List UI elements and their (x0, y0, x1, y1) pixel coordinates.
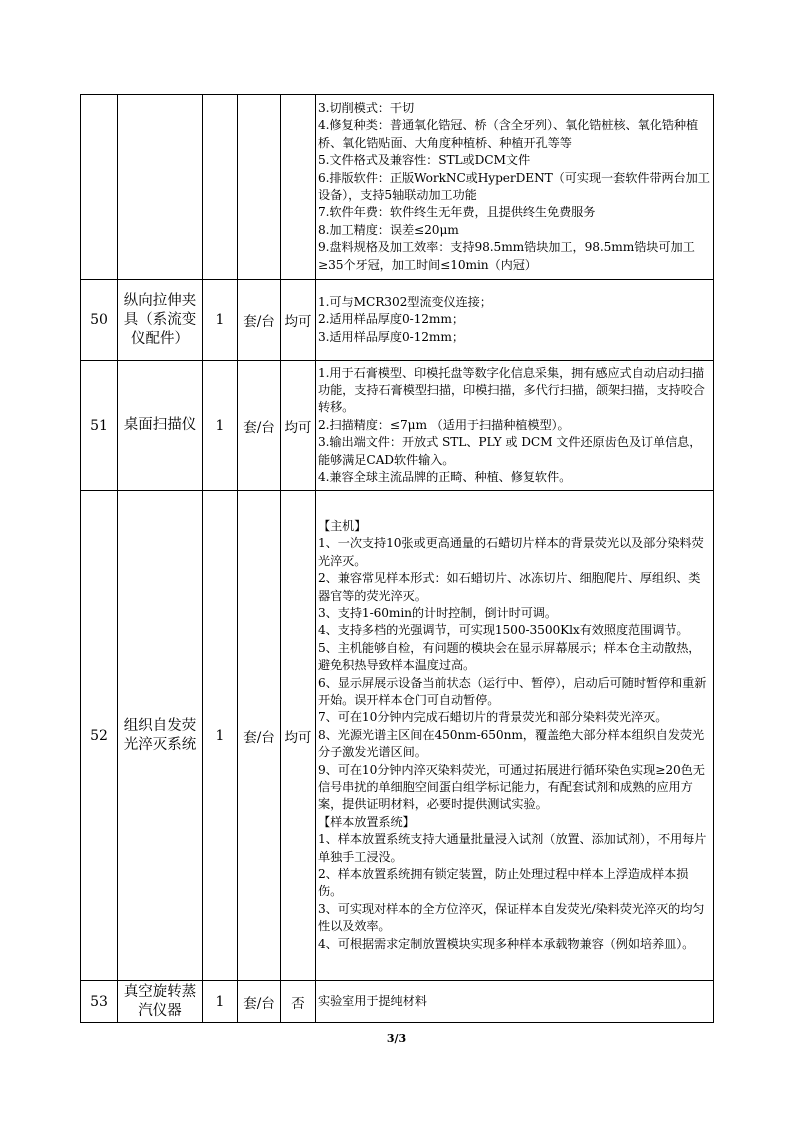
item-number: 52 (81, 491, 118, 981)
item-import-allowed: 均可 (281, 361, 316, 491)
item-number: 51 (81, 361, 118, 491)
spec-line: 3.输出端文件：开放式 STL、PLY 或 DCM 文件还原齿色及订单信息，能够满足CAD软件输入。 (318, 435, 702, 467)
spec-line: 2、样本放置系统拥有锁定装置，防止处理过程中样本上浮造成样本损伤。 (318, 867, 689, 899)
spec-line: 2、兼容常见样本形式：如石蜡切片、冰冻切片、细胞爬片、厚组织、类器官等的荧光淬灭。 (318, 571, 701, 603)
spec-line: 8.加工精度：误差≤20μm (318, 222, 459, 237)
spec-line: 4、支持多档的光强调节，可实现1500-3500Klx有效照度范围调节。 (318, 623, 689, 638)
spec-line: 4.兼容全球主流品牌的正畸、种植、修复软件。 (318, 470, 572, 485)
item-quantity: 1 (203, 491, 238, 981)
spec-line: 1、样本放置系统支持大通量批量浸入试剂（放置、添加试剂），不用每片单独手工浸没。 (318, 832, 707, 864)
item-specification (316, 981, 714, 1023)
table-row-52 (81, 491, 714, 981)
spec-line: 3.切削模式：干切 (318, 100, 415, 115)
item-name: 纵向拉伸夹具（系流变仪配件） (118, 280, 203, 361)
item-import-allowed: 均可 (281, 280, 316, 361)
item-number (81, 95, 118, 280)
item-quantity: 1 (203, 361, 238, 491)
spec-table-container (80, 94, 714, 1023)
spec-line: 1.可与MCR302型流变仪连接； (318, 294, 492, 309)
table-row-continuation (81, 95, 714, 280)
spec-line: 4.修复种类：普通氧化锆冠、桥（含全牙列）、氧化锆桩核、氧化锆种植桥、氧化锆贴面、大角度种植桥、种植开孔等等 (318, 118, 699, 150)
spec-line: 3、支持1-60min的计时控制，倒计时可调。 (318, 605, 557, 620)
spec-line: 3.适用样品厚度0-12mm； (318, 329, 464, 344)
item-unit: 套/台 (238, 981, 281, 1023)
item-quantity: 1 (203, 280, 238, 361)
spec-line: 9、可在10分钟内淬灭染料荧光，可通过拓展进行循环染色实现≥20色无信号串扰的单细胞空间蛋白组学标记能力，有配套试剂和成熟的应用方案，提供证明材料，必要时提供测试实验。 (318, 762, 705, 812)
spec-line: 6、显示屏展示设备当前状态（运行中、暂停），启动后可随时暂停和重新开始。误开样本仓门可自动暂停。 (318, 675, 707, 707)
spec-line: 7.软件年费：软件终生无年费，且提供终生免费服务 (318, 205, 596, 220)
item-unit: 套/台 (238, 491, 281, 981)
spec-section-heading: 【主机】 (318, 518, 367, 533)
spec-line: 3、可实现对样本的全方位淬灭，保证样本自发荧光/染料荧光淬灭的均匀性以及效率。 (318, 901, 705, 934)
item-specification (316, 280, 714, 361)
item-quantity (203, 95, 238, 280)
spec-line: 5、主机能够自检，有问题的模块会在显示屏幕展示；样本仓主动散热，避免积热导致样本温度过高。 (318, 640, 701, 673)
page-number: 3/3 (386, 1032, 407, 1045)
spec-line: 2.扫描精度：≤7μm （适用于扫描种植模型）。 (318, 417, 570, 432)
item-import-allowed (281, 95, 316, 280)
spec-section-heading: 【样本放置系统】 (318, 814, 415, 829)
table-row-51 (81, 361, 714, 491)
item-number: 50 (81, 280, 118, 361)
table-row-53 (81, 981, 714, 1023)
item-import-allowed: 否 (281, 981, 316, 1023)
spec-line: 实验室用于提纯材料 (318, 993, 427, 1008)
item-name (118, 95, 203, 280)
spec-line: 5.文件格式及兼容性：STL或DCM文件 (318, 153, 531, 168)
spec-line: 7、可在10分钟内完成石蜡切片的背景荧光和部分染料荧光淬灭。 (318, 710, 668, 725)
item-name: 桌面扫描仪 (118, 361, 203, 491)
spec-line: 4、可根据需求定制放置模块实现多种样本承载物兼容（例如培养皿）。 (318, 936, 695, 951)
item-import-allowed: 均可 (281, 491, 316, 981)
item-quantity: 1 (203, 981, 238, 1023)
table-row-50 (81, 280, 714, 361)
spec-line: 1.用于石膏模型、印模托盘等数字化信息采集，拥有感应式自动启动扫描功能，支持石膏模型扫描，印模扫描，多代行扫描，颌架扫描，支持咬合转移。 (318, 365, 705, 415)
item-unit: 套/台 (238, 280, 281, 361)
item-name: 组织自发荧光淬灭系统 (118, 491, 203, 981)
item-specification (316, 95, 714, 280)
item-specification (316, 491, 714, 981)
equipment-spec-table (80, 94, 714, 1023)
item-number: 53 (81, 981, 118, 1023)
spec-line: 1、一次支持10张或更高通量的石蜡切片样本的背景荧光以及部分染料荧光淬灭。 (318, 536, 704, 568)
item-name: 真空旋转蒸汽仪器 (118, 981, 203, 1023)
spec-line: 8、光源光谱主区间在450nm-650nm，覆盖绝大部分样本组织自发荧光分子激发光谱区间。 (318, 727, 705, 760)
spec-line: 2.适用样品厚度0-12mm； (318, 312, 464, 327)
item-unit (238, 95, 281, 280)
spec-line: 9.盘料规格及加工效率：支持98.5mm锆块加工，98.5mm锆块可加工≥35个牙冠，加工时间≤10min（内冠） (318, 240, 695, 272)
item-specification (316, 361, 714, 491)
spec-line: 6.排版软件：正版WorkNC或HyperDENT（可实现一套软件带两台加工设备），支持5轴联动加工功能 (318, 170, 710, 202)
item-unit: 套/台 (238, 361, 281, 491)
